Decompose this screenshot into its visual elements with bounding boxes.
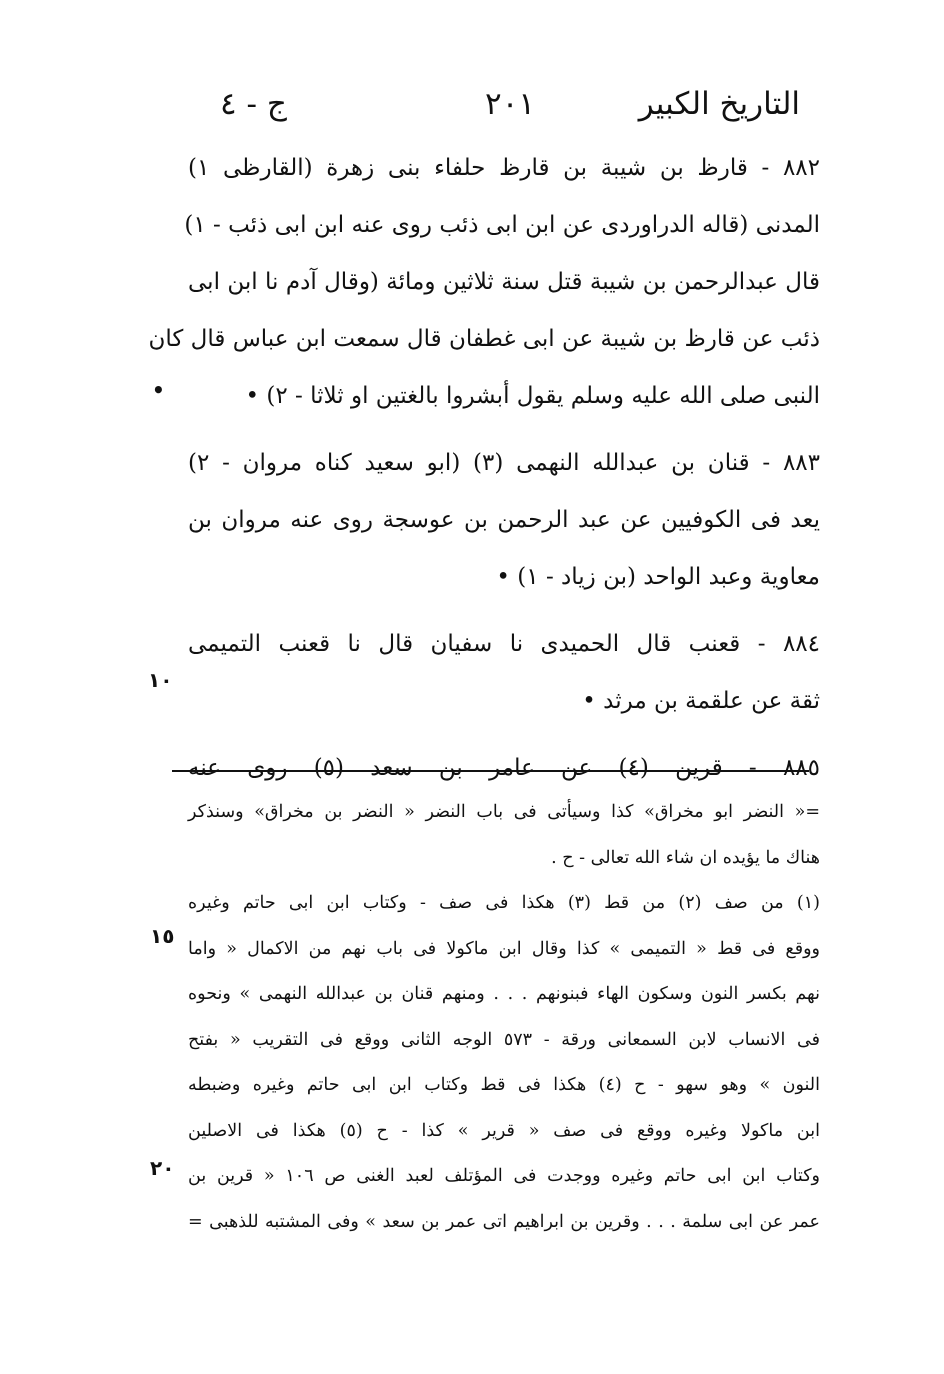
text-line-4: ذئب عن قارظ بن شيبة عن ابى غطفان قال سمعت ابن عباس قال كان (148, 326, 820, 352)
footnote-line-9: وكتاب ابن ابى حاتم وغيره ووجدت فى المؤتلف لعبد الغنى ص ١٠٦ « قرين بن (188, 1166, 820, 1186)
margin-line-number-20: ٢٠ (150, 1156, 175, 1180)
text-line-8: معاوية وعبد الواحد (بن زياد - ١) • (496, 564, 820, 590)
footnote-line-8: ابن ماكولا وغيره ووقع فى صف « قرير » كذا - ح (٥) هكذا فى الاصلين (188, 1120, 820, 1141)
text-line-2: المدنى (قاله الدراوردى عن ابن ابى ذئب روى عنه ابن ابى ذئب - ١) (184, 212, 820, 238)
text-line-10: ثقة عن علقمة بن مرثد • (582, 688, 820, 714)
margin-line-number-15: ١٥ (150, 924, 175, 948)
text-line-3: قال عبدالرحمن بن شيبة قتل سنة ثلاثين ومائة (وقال آدم نا ابن ابى (188, 269, 820, 295)
footnote-line-5: نهم بكسر النون وسكون الهاء فبنونهم . . . ومنهم قنان بن عبدالله النهمى » ونحوه (188, 984, 820, 1004)
footnote-line-10: عمر عن ابى سلمة . . . وقرين بن ابراهيم اتى عمر بن سعد » وفى المشتبه للذهبى = (188, 1211, 820, 1232)
text-line-7: يعد فى الكوفيين عن عبد الرحمن بن عوسجة روى عنه مروان بن (188, 507, 820, 533)
margin-line-number-10: ١٠ (148, 668, 173, 692)
running-header (200, 84, 800, 132)
footnote-separator (172, 770, 809, 772)
text-line-1: ٨٨٢ - قارظ بن شيبة بن قارظ حلفاء بنى زهرة (القارظى ١) (188, 155, 820, 181)
footnote-line-4: ووقع فى قط « التميمى » كذا وقال ابن ماكولا فى باب نهم من الاكمال « واما (188, 938, 820, 959)
page-number: ٢٠١ (485, 86, 535, 122)
footnote-line-6: فى الانساب لابن السمعانى ورقة - ٥٧٣ الوجه الثانى ووقع فى التقريب « بفتح (188, 1029, 820, 1050)
footnote-line-3: (١) من صف (٢) من قط (٣) هكذا فى صف - وكتاب ابن ابى حاتم وغيره (188, 893, 820, 913)
footnote-line-2: هناك ما يؤيده ان شاء الله تعالى - ح . (551, 847, 820, 868)
margin-line-number-5: • (152, 378, 165, 402)
text-line-6: ٨٨٣ - قنان بن عبدالله النهمى (٣) (ابو سعيد كناه مروان - ٢) (188, 450, 820, 476)
footnotes (188, 790, 820, 1245)
text-line-9: ٨٨٤ - قعنب قال الحميدى نا سفيان قال نا قعنب التميمى (188, 631, 820, 657)
text-line-11: ٨٨٥ - قرين (٤) عن عامر بن سعد (٥) روى عنه (188, 755, 820, 781)
footnote-line-7: النون » وهو سهو - ح (٤) هكذا فى قط وكتاب ابن ابى حاتم وغيره وضبطه (188, 1075, 820, 1095)
volume-label: ج - ٤ (220, 86, 287, 122)
footnote-line-1: =« النضر ابو مخراق» كذا وسيأتى فى باب النضر « النضر بن مخراق» وسنذكر (188, 802, 820, 822)
text-line-5: النبى صلى الله عليه وسلم يقول أبشروا بالغتين او ثلاثا - ٢) • (245, 383, 820, 409)
running-title: التاريخ الكبير (638, 86, 800, 122)
